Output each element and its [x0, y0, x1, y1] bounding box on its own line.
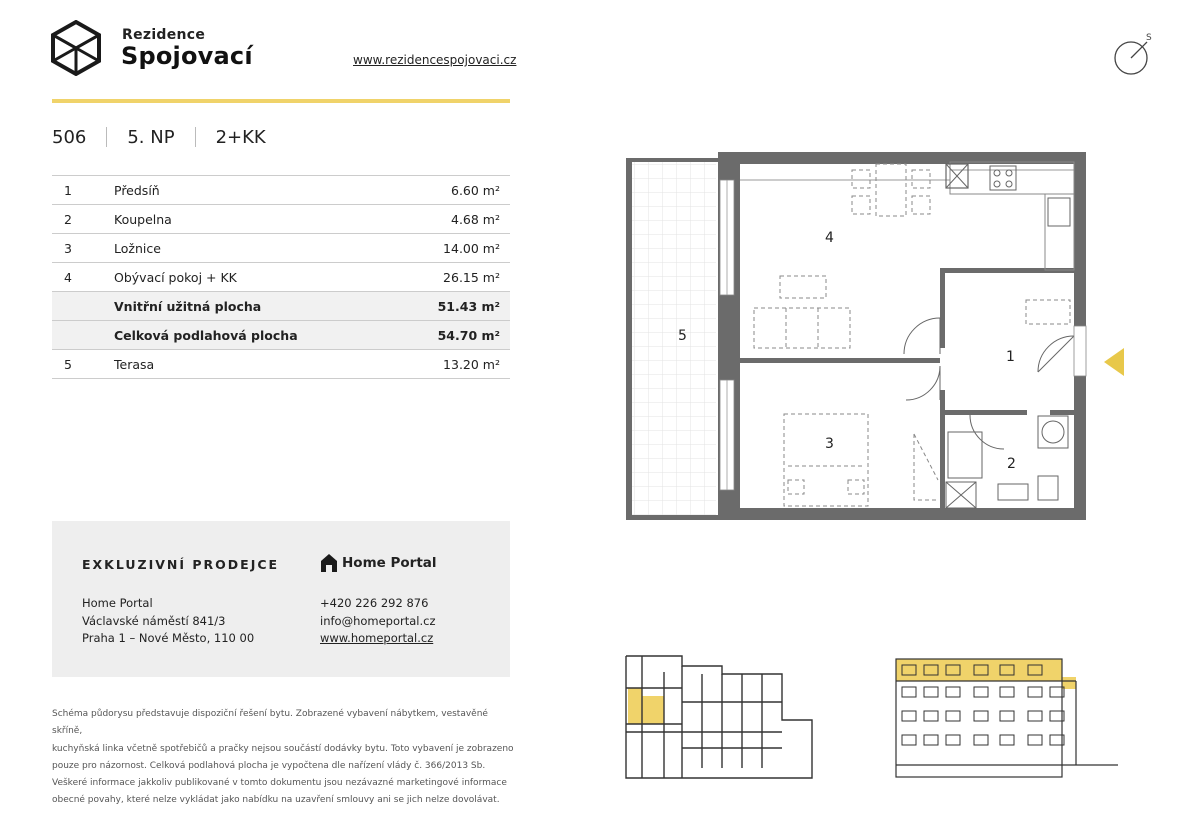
disclaimer-line: obecné povahy, které nelze vykládat jako nabídku na uzavření smlouvy ani se jich nelze dovolávat. [52, 795, 500, 806]
disclaimer-line: Schéma půdorysu představuje dispoziční řešení bytu. Zobrazené vybavení nábytkem, vestavěné skříně, [52, 709, 488, 737]
table-row-total [52, 321, 510, 350]
room-name: Vnitřní užitná plocha [114, 292, 398, 321]
disclaimer-line: Veškeré informace jakkoliv publikované v tomto dokumentu jsou nezávazné marketingové informace [52, 778, 507, 789]
dining-furniture [754, 164, 1070, 506]
highlighted-unit [628, 688, 642, 724]
room-name: Celková podlahová plocha [114, 321, 398, 350]
unit-layout: 2+KK [215, 126, 266, 148]
table-row [52, 205, 510, 234]
building-elevation-diagram [890, 655, 1122, 783]
room-number: 5 [52, 350, 114, 379]
shower-icon [948, 432, 982, 478]
table-row [52, 234, 510, 263]
disclaimer-text [52, 706, 514, 810]
door-swings [904, 318, 1074, 449]
room-area: 4.68 m² [398, 205, 510, 234]
entrance-marker [1104, 348, 1124, 376]
home-portal-name: Home Portal [342, 555, 437, 571]
exclusive-seller-box [52, 521, 510, 677]
room-area: 26.15 m² [398, 263, 510, 292]
brand-title: Spojovací [121, 42, 253, 70]
room-area: 14.00 m² [398, 234, 510, 263]
phone-number[interactable]: +420 226 292 876 [320, 596, 429, 610]
home-portal-logo [320, 553, 437, 573]
accent-divider [52, 99, 510, 103]
room-number [52, 292, 114, 321]
house-icon [320, 553, 338, 573]
compass-letter: S [1146, 33, 1152, 43]
room-name: Obývací pokoj + KK [114, 263, 398, 292]
room-number: 2 [52, 205, 114, 234]
table-row [52, 263, 510, 292]
room-area: 6.60 m² [398, 176, 510, 205]
room-area: 54.70 m² [398, 321, 510, 350]
disclaimer-line: kuchyňská linka včetně spotřebičů a pračky nejsou součástí dodávky bytu. Toto vybavení je zobrazeno [52, 743, 514, 754]
unit-number: 506 [52, 126, 87, 148]
sink-icon [1048, 198, 1070, 226]
room-name: Předsíň [114, 176, 398, 205]
room-area: 51.43 m² [398, 292, 510, 321]
room-number: 3 [52, 234, 114, 263]
room-area: 13.20 m² [398, 350, 510, 379]
compass-icon [1110, 30, 1158, 78]
floor-plan [620, 150, 1140, 530]
separator [106, 127, 107, 147]
table-row-total [52, 292, 510, 321]
room-label-1: 1 [1006, 349, 1015, 365]
room-number: 1 [52, 176, 114, 205]
table-row [52, 176, 510, 205]
seller-website-link[interactable]: www.homeportal.cz [320, 631, 434, 645]
room-name: Terasa [114, 350, 398, 379]
room-name: Koupelna [114, 205, 398, 234]
room-area-table [52, 175, 510, 379]
seller-contact [320, 595, 436, 648]
room-number: 4 [52, 263, 114, 292]
terrace-floor [628, 160, 716, 518]
key-plan-diagram [622, 652, 820, 784]
unit-floor: 5. NP [127, 126, 175, 148]
seller-heading: EXKLUZIVNÍ PRODEJCE [82, 557, 280, 572]
room-label-3: 3 [825, 436, 834, 452]
separator [195, 127, 196, 147]
room-label-4: 4 [825, 230, 834, 246]
terrace-railing [626, 158, 632, 520]
brand-subtitle: Rezidence [122, 27, 206, 43]
toilet-icon [1038, 476, 1058, 500]
address-line: Praha 1 – Nové Město, 110 00 [82, 631, 255, 645]
wall-bedroom-top [740, 358, 940, 363]
disclaimer-line: pouze pro názornost. Celková podlahová plocha je vypočtena dle nařízení vlády č. 366/2013 Sb. [52, 760, 486, 771]
address-line: Václavské náměstí 841/3 [82, 613, 226, 628]
website-link[interactable]: www.rezidencespojovaci.cz [353, 53, 517, 67]
highlighted-floor [896, 659, 1062, 681]
rezidence-logo-icon [51, 20, 101, 76]
unit-summary [52, 125, 266, 149]
email-address[interactable]: info@homeportal.cz [320, 613, 436, 628]
table-row [52, 350, 510, 379]
room-label-2: 2 [1007, 456, 1016, 472]
washbasin-icon [998, 484, 1028, 500]
seller-address [82, 595, 254, 648]
room-label-5: 5 [678, 328, 687, 344]
room-name: Ložnice [114, 234, 398, 263]
address-line: Home Portal [82, 596, 153, 610]
outer-wall-bottom [718, 508, 1086, 520]
room-number [52, 321, 114, 350]
